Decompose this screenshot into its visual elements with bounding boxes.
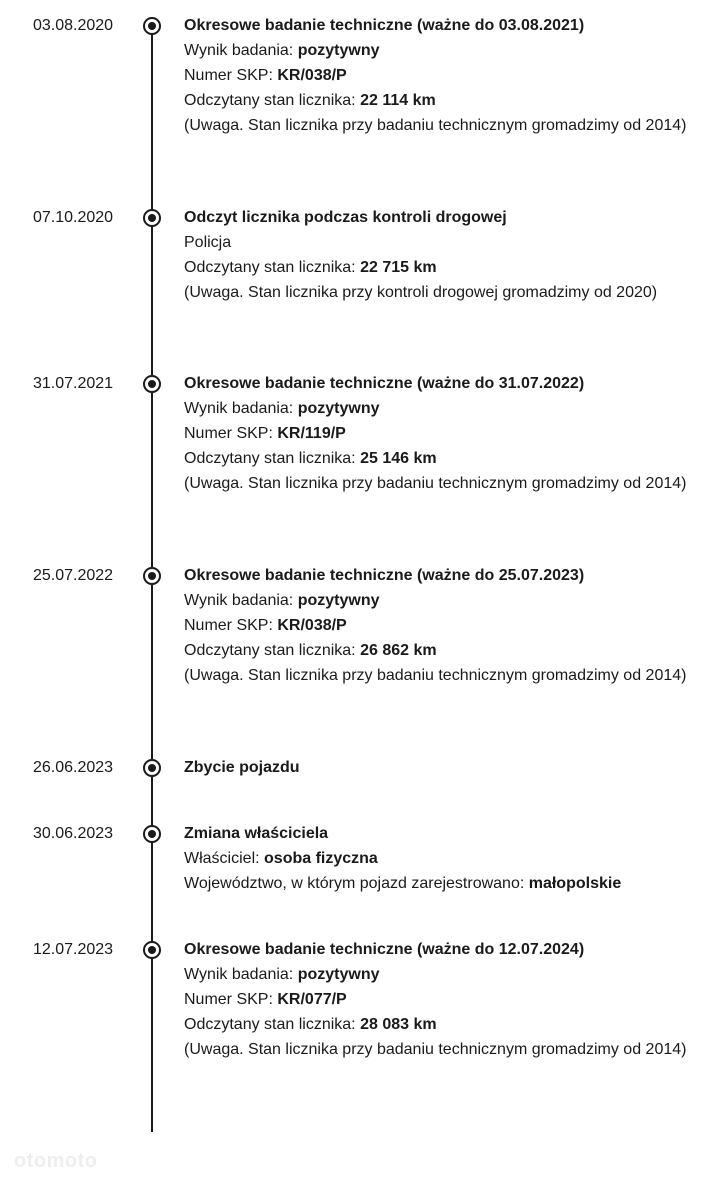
- event-date: 30.06.2023: [33, 825, 114, 842]
- odometer-note: (Uwaga. Stan licznika przy badaniu technicznym gromadzimy od 2014): [184, 475, 687, 492]
- inspection-result: [184, 38, 694, 63]
- event-details: [184, 205, 694, 305]
- event-title: Okresowe badanie techniczne (ważne do 25.07.2023): [184, 567, 585, 584]
- skp-number-label: Numer SKP:: [184, 67, 278, 84]
- inspection-result-value: pozytywny: [297, 400, 380, 417]
- odometer-note: (Uwaga. Stan licznika przy badaniu technicznym gromadzimy od 2014): [184, 117, 687, 134]
- registration-region-value: małopolskie: [528, 875, 622, 892]
- skp-number: [184, 421, 694, 446]
- odometer-label: Odczytany stan licznika:: [184, 92, 361, 109]
- timeline-dot-icon: [143, 209, 161, 227]
- event-details: [184, 937, 694, 1062]
- skp-number-value: KR/038/P: [277, 617, 347, 634]
- event-date: 03.08.2020: [33, 17, 114, 34]
- odometer-label: Odczytany stan licznika:: [184, 450, 361, 467]
- event-source: Policja: [184, 234, 232, 251]
- inspection-result-label: Wynik badania:: [184, 400, 298, 417]
- skp-number: [184, 63, 694, 88]
- odometer-value: 25 146 km: [360, 450, 437, 467]
- event-date: 26.06.2023: [33, 759, 114, 776]
- skp-number-label: Numer SKP:: [184, 617, 278, 634]
- odometer-reading: [184, 255, 694, 280]
- odometer-reading: [184, 638, 694, 663]
- timeline-dot-icon: [143, 17, 161, 35]
- timeline-dot-icon: [143, 941, 161, 959]
- registration-region: [184, 871, 694, 896]
- odometer-label: Odczytany stan licznika:: [184, 642, 361, 659]
- skp-number-value: KR/038/P: [277, 67, 347, 84]
- odometer-value: 28 083 km: [360, 1016, 437, 1033]
- odometer-value: 22 114 km: [360, 92, 436, 109]
- event-details: [184, 821, 694, 896]
- skp-number: [184, 613, 694, 638]
- odometer-note: (Uwaga. Stan licznika przy badaniu technicznym gromadzimy od 2014): [184, 1041, 687, 1058]
- inspection-result-value: pozytywny: [297, 42, 380, 59]
- inspection-result-value: pozytywny: [297, 966, 380, 983]
- odometer-note: (Uwaga. Stan licznika przy badaniu technicznym gromadzimy od 2014): [184, 667, 687, 684]
- timeline-dot-icon: [143, 759, 161, 777]
- inspection-result-label: Wynik badania:: [184, 966, 298, 983]
- odometer-label: Odczytany stan licznika:: [184, 1016, 361, 1033]
- registration-region-label: Województwo, w którym pojazd zarejestrowano:: [184, 875, 529, 892]
- event-title: Odczyt licznika podczas kontroli drogowej: [184, 209, 507, 226]
- event-details: [184, 13, 694, 138]
- watermark-logo: otomoto: [14, 1150, 98, 1172]
- timeline-dot-icon: [143, 375, 161, 393]
- event-details: [184, 371, 694, 496]
- skp-number-label: Numer SKP:: [184, 425, 278, 442]
- odometer-label: Odczytany stan licznika:: [184, 259, 361, 276]
- event-title: Zbycie pojazdu: [184, 759, 300, 776]
- odometer-value: 26 862 km: [360, 642, 437, 659]
- event-date: 12.07.2023: [33, 941, 114, 958]
- odometer-reading: [184, 88, 694, 113]
- odometer-note: (Uwaga. Stan licznika przy kontroli drogowej gromadzimy od 2020): [184, 284, 658, 301]
- odometer-reading: [184, 446, 694, 471]
- inspection-result-value: pozytywny: [297, 592, 380, 609]
- owner-type-value: osoba fizyczna: [264, 850, 378, 867]
- inspection-result: [184, 588, 694, 613]
- odometer-reading: [184, 1012, 694, 1037]
- event-date: 31.07.2021: [33, 375, 114, 392]
- event-title: Zmiana właściciela: [184, 825, 329, 842]
- inspection-result-label: Wynik badania:: [184, 592, 298, 609]
- skp-number-value: KR/077/P: [277, 991, 347, 1008]
- skp-number-value: KR/119/P: [277, 425, 346, 442]
- timeline-dot-icon: [143, 567, 161, 585]
- event-title: Okresowe badanie techniczne (ważne do 12.07.2024): [184, 941, 585, 958]
- event-details: [184, 563, 694, 688]
- inspection-result: [184, 396, 694, 421]
- odometer-value: 22 715 km: [360, 259, 437, 276]
- event-details: [184, 755, 694, 780]
- skp-number: [184, 987, 694, 1012]
- owner-type-label: Właściciel:: [184, 850, 265, 867]
- inspection-result-label: Wynik badania:: [184, 42, 298, 59]
- timeline-dot-icon: [143, 825, 161, 843]
- event-title: Okresowe badanie techniczne (ważne do 03.08.2021): [184, 17, 585, 34]
- inspection-result: [184, 962, 694, 987]
- event-date: 07.10.2020: [33, 209, 114, 226]
- event-date: 25.07.2022: [33, 567, 114, 584]
- skp-number-label: Numer SKP:: [184, 991, 278, 1008]
- event-title: Okresowe badanie techniczne (ważne do 31.07.2022): [184, 375, 585, 392]
- owner-type: [184, 846, 694, 871]
